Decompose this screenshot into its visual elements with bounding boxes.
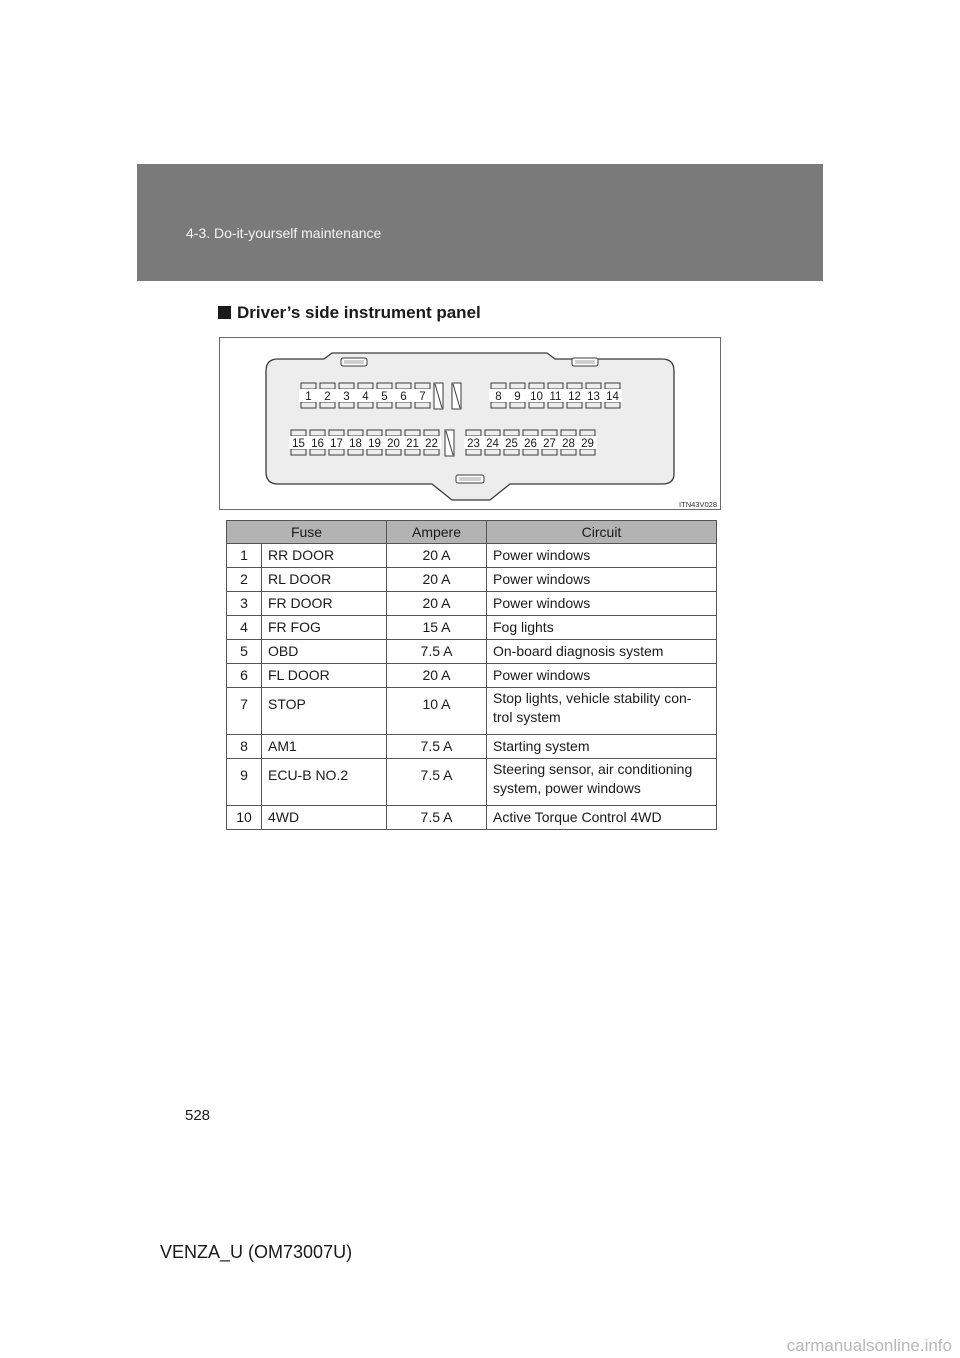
fuse-number-label: 7	[419, 391, 426, 403]
table-row	[227, 688, 717, 735]
fuse-circuit: Power windows	[487, 664, 717, 688]
fuse-circuit: Stop lights, vehicle stability con- trol system	[487, 688, 717, 735]
fuse-ampere: 7.5 A	[387, 640, 487, 664]
fuse-number: 5	[227, 640, 262, 664]
fuse-number: 4	[227, 616, 262, 640]
fuse-number-label: 27	[543, 438, 556, 450]
header-band	[137, 164, 823, 281]
fuse-number-label: 24	[486, 438, 499, 450]
table-row	[227, 616, 717, 640]
fuse-number-label: 18	[349, 438, 362, 450]
fuse-number-label: 8	[495, 391, 502, 403]
fuse-number-label: 28	[562, 438, 575, 450]
fuse-number-label: 29	[581, 438, 594, 450]
fuse-name: ECU-B NO.2	[262, 759, 387, 806]
table-row	[227, 592, 717, 616]
fuse-circuit: Starting system	[487, 735, 717, 759]
fuse-ampere: 20 A	[387, 568, 487, 592]
page-heading	[218, 303, 481, 323]
fuse-number-label: 5	[381, 391, 388, 403]
fuse-table	[226, 520, 717, 830]
fuse-number-label: 23	[467, 438, 480, 450]
table-row	[227, 568, 717, 592]
fuse-number-label: 9	[514, 391, 521, 403]
header-circuit: Circuit	[487, 521, 717, 544]
table-row	[227, 664, 717, 688]
fuse-number: 8	[227, 735, 262, 759]
heading-text: Driver’s side instrument panel	[237, 303, 481, 322]
fuse-number: 3	[227, 592, 262, 616]
table-row	[227, 640, 717, 664]
fuse-number-label: 12	[568, 391, 581, 403]
table-header-row	[227, 521, 717, 544]
fuse-number-label: 14	[606, 391, 619, 403]
fuse-number: 7	[227, 688, 262, 735]
fuse-number-label: 16	[311, 438, 324, 450]
fuse-circuit: Fog lights	[487, 616, 717, 640]
fuse-number-label: 2	[324, 391, 331, 403]
fuse-number-label: 1	[305, 391, 312, 403]
table-row	[227, 735, 717, 759]
fuse-number-label: 17	[330, 438, 343, 450]
fuse-number-label: 22	[425, 438, 438, 450]
fuse-number-label: 15	[292, 438, 305, 450]
fuse-circuit: On-board diagnosis system	[487, 640, 717, 664]
top-left-clip-slot	[344, 360, 364, 364]
fuse-name: RL DOOR	[262, 568, 387, 592]
table-row	[227, 759, 717, 806]
fuse-box-svg	[220, 338, 722, 511]
fuse-circuit: Active Torque Control 4WD	[487, 806, 717, 830]
table-row	[227, 544, 717, 568]
fuse-ampere: 20 A	[387, 544, 487, 568]
watermark: carmanualsonline.info	[786, 1336, 952, 1355]
fuse-name: STOP	[262, 688, 387, 735]
fuse-number-label: 10	[530, 391, 543, 403]
fuse-number-label: 20	[387, 438, 400, 450]
fuse-name: 4WD	[262, 806, 387, 830]
fuse-name: FL DOOR	[262, 664, 387, 688]
fuse-number-label: 6	[400, 391, 407, 403]
fuse-number-label: 11	[549, 391, 562, 403]
page-number: 528	[185, 1107, 211, 1124]
fuse-ampere: 20 A	[387, 664, 487, 688]
fuse-number: 9	[227, 759, 262, 806]
fuse-circuit: Steering sensor, air conditioning system, power windows	[487, 759, 717, 806]
fuse-ampere: 7.5 A	[387, 759, 487, 806]
fuse-ampere: 7.5 A	[387, 806, 487, 830]
fuse-number-label: 26	[524, 438, 537, 450]
fuse-number-label: 19	[368, 438, 381, 450]
fuse-ampere: 20 A	[387, 592, 487, 616]
bullet-square-icon	[218, 306, 231, 319]
fuse-number-label: 4	[362, 391, 369, 403]
fuse-name: AM1	[262, 735, 387, 759]
fuse-box-diagram	[219, 337, 721, 510]
fuse-number-label: 3	[343, 391, 350, 403]
diagram-code: ITN43V028	[679, 500, 717, 509]
fuse-number-label: 13	[587, 391, 600, 403]
header-fuse: Fuse	[227, 521, 387, 544]
fuse-number-label: 25	[505, 438, 518, 450]
fuse-name: OBD	[262, 640, 387, 664]
fuse-circuit: Power windows	[487, 544, 717, 568]
table-row	[227, 806, 717, 830]
manual-code: VENZA_U (OM73007U)	[160, 1242, 353, 1262]
fuse-number-label: 21	[406, 438, 419, 450]
header-ampere: Ampere	[387, 521, 487, 544]
fuse-number: 2	[227, 568, 262, 592]
fuse-number: 10	[227, 806, 262, 830]
fuse-name: RR DOOR	[262, 544, 387, 568]
fuse-number: 6	[227, 664, 262, 688]
table-body	[227, 544, 717, 830]
fuse-circuit: Power windows	[487, 568, 717, 592]
section-label: 4-3. Do-it-yourself maintenance	[186, 225, 382, 241]
fuse-number: 1	[227, 544, 262, 568]
top-right-clip-slot	[575, 360, 595, 364]
fuse-circuit: Power windows	[487, 592, 717, 616]
fuse-ampere: 15 A	[387, 616, 487, 640]
fuse-name: FR DOOR	[262, 592, 387, 616]
fuse-ampere: 10 A	[387, 688, 487, 735]
fuse-name: FR FOG	[262, 616, 387, 640]
fuse-ampere: 7.5 A	[387, 735, 487, 759]
bottom-clip-slot	[459, 477, 481, 481]
